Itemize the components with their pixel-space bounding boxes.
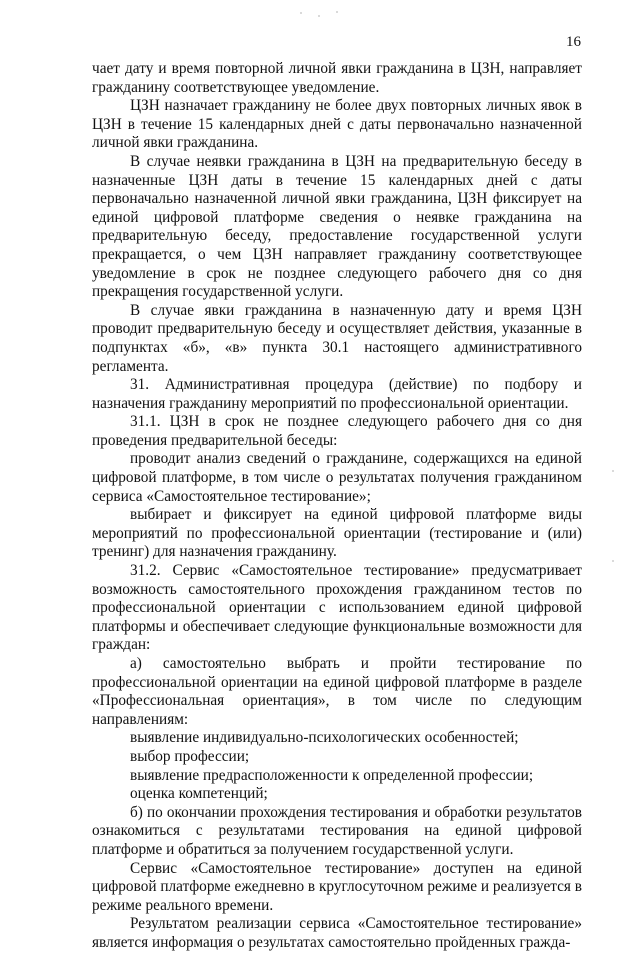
paragraph: б) по окончании прохождения тестирования и обработки результатов ознакомиться с результатами тестирования на единой цифровой платформе и обратиться за получением государственной услуги. [92,803,582,858]
list-item: выявление индивидуально-психологических особенностей; [130,729,519,747]
scan-artifact-dot [336,11,338,13]
paragraph: 31.1. ЦЗН в срок не позднее следующего рабочего дня со дня проведения предварительной беседы: [92,413,582,449]
list-item: выбор профессии; [130,747,250,765]
paragraph: В случае явки гражданина в назначенную дату и время ЦЗН проводит предварительную беседу и осуществляет действия, указанные в подпунктах «б», «в» пункта 30.1 настоящего административного регламента. [92,301,582,375]
paragraph: Результатом реализации сервиса «Самостоятельное тестирование» является информация о результатах самостоятельно пройденных гражда- [92,915,582,951]
paragraph: Сервис «Самостоятельное тестирование» доступен на единой цифровой платформе ежедневно в круглосуточном режиме и реализуется в режиме реального времени. [92,859,582,914]
scan-artifact-dot [300,12,302,14]
paragraph: выбирает и фиксирует на единой цифровой платформе виды мероприятий по профессиональной ориентации (тестирование и (или) тренинг) для назначения гражданину. [92,506,582,561]
scan-artifact-dot [612,470,614,472]
document-body [92,60,582,953]
scan-artifact-dot [612,560,614,562]
paragraph: а) самостоятельно выбрать и пройти тестирование по профессиональной ориентации на единой цифровой платформе в разделе «Профессиональная ориентация», в том числе по следующим направлениям: [92,655,582,728]
list-item: оценка компетенций; [130,785,268,803]
page-number: 16 [566,34,581,50]
paragraph: чает дату и время повторной личной явки гражданина в ЦЗН, направляет гражданину соответствующее уведомление. [92,60,582,96]
paragraph: В случае неявки гражданина в ЦЗН на предварительную беседу в назначенные ЦЗН даты в течение 15 календарных дней с даты первоначально назначенной личной явки гражданина, ЦЗН фиксирует на единой цифровой платформе сведения о неявке гражданина на предварительную беседу, предоставление государственной услуги прекращается, о чем ЦЗН направляет гражданину соответствующее уведомление в срок не позднее следующего рабочего дня со дня прекращения государственной услуги. [92,152,582,301]
paragraph: 31.2. Сервис «Самостоятельное тестирование» предусматривает возможность самостоятельного прохождения гражданином тестов по профессиональной ориентации с использованием единой цифровой платформы и обеспечивает следующие функциональные возможности для граждан: [92,562,582,654]
scan-artifact-dot [318,15,320,17]
paragraph: ЦЗН назначает гражданину не более двух повторных личных явок в ЦЗН в течение 15 календарных дней с даты первоначально назначенной личной явки гражданина. [92,97,582,152]
list-item: выявление предрасположенности к определенной профессии; [130,766,534,784]
paragraph: проводит анализ сведений о гражданине, содержащихся на единой цифровой платформе, в том числе о результатах получения гражданином сервиса «Самостоятельное тестирование»; [92,450,582,505]
scan-artifact [265,8,355,20]
paragraph: 31. Административная процедура (действие) по подбору и назначения гражданину мероприятий по профессиональной ориентации. [92,376,582,412]
